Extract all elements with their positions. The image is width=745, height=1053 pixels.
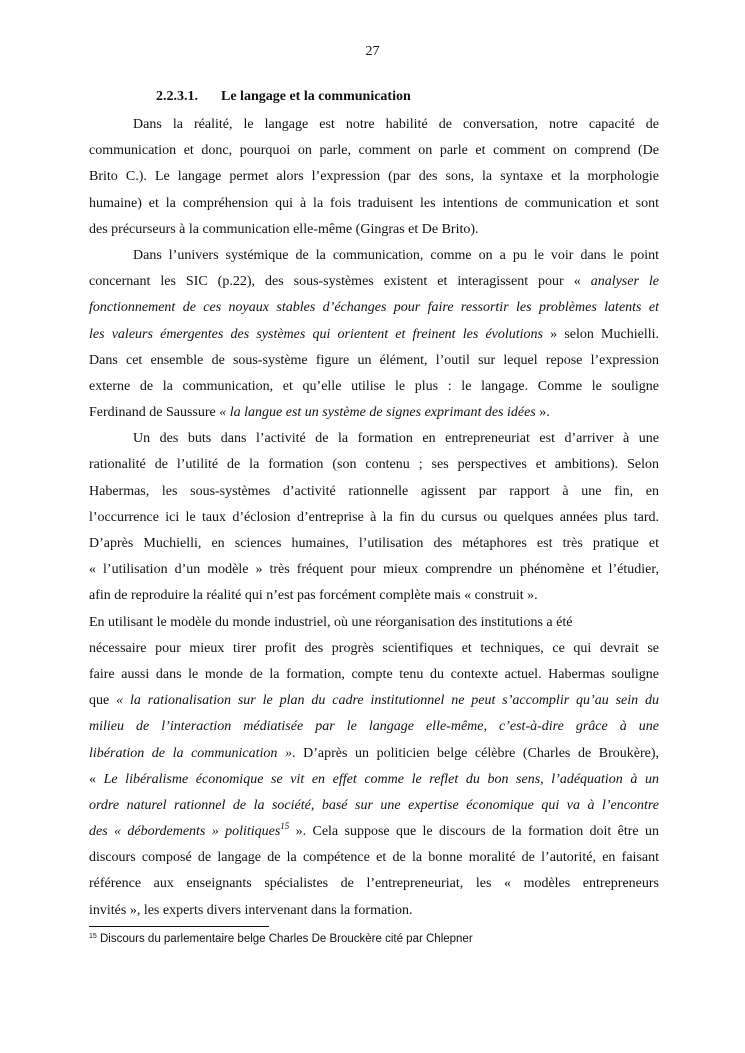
footnote-text: Discours du parlementaire belge Charles De Brouckère cité par Chlepner — [100, 933, 473, 945]
text-line: que « la rationalisation sur le plan du cadre institutionnel ne peut s’accomplir qu’au sein du — [89, 693, 659, 709]
text-line: faire aussi dans le monde de la formation, compte tenu du contexte actuel. Habermas souligne — [89, 666, 659, 682]
text-line: Brito C.). Le langage permet alors l’expression (par des sons, la syntaxe et la morphologie — [89, 169, 659, 185]
text-line: Dans l’univers systémique de la communication, comme on a pu le voir dans le point — [133, 247, 659, 263]
text-line: nécessaire pour mieux tirer profit des progrès scientifiques et techniques, ce qui devrait se — [89, 640, 659, 656]
text-line: « l’utilisation d’un modèle » très fréquent pour mieux comprendre un phénomène et l’étudier, — [89, 562, 659, 578]
text-line: Habermas, les sous-systèmes d’activité rationnelle agissent par rapport à une fin, en — [89, 483, 659, 499]
text-line: concernant les SIC (p.22), des sous-systèmes existent et interagissent pour « analyser le — [89, 274, 659, 290]
section-title: Le langage et la communication — [221, 89, 411, 104]
section-number: 2.2.3.1. — [156, 89, 198, 104]
page-number: 27 — [365, 44, 380, 59]
text-line: Ferdinand de Saussure « la langue est un système de signes exprimant des idées ». — [89, 405, 550, 421]
text-line: fonctionnement de ces noyaux stables d’échanges pour faire ressortir les problèmes latents et — [89, 300, 659, 316]
text-line: afin de reproduire la réalité qui n’est pas forcément complète mais « construit ». — [89, 588, 538, 604]
text-line: invités », les experts divers intervenant dans la formation. — [89, 902, 413, 918]
text-line: Un des buts dans l’activité de la formation en entrepreneuriat est d’arriver à une — [133, 431, 659, 447]
text-line: ordre naturel rationnel de la société, basé sur une expertise économique qui va à l’encontre — [89, 797, 659, 813]
text-line: Dans cet ensemble de sous-système figure un élément, l’outil sur lequel repose l’expression — [89, 352, 659, 368]
text-line: Dans la réalité, le langage est notre habilité de conversation, notre capacité de — [133, 117, 659, 132]
text-line: rationalité de l’utilité de la formation (son contenu ; ses perspectives et ambitions). Selon — [89, 457, 659, 473]
text-line: libération de la communication ». D’après un politicien belge célèbre (Charles de Broukère), — [89, 745, 659, 761]
text-line: discours composé de langage de la compétence et de la bonne moralité de l’autorité, en faisant — [89, 850, 659, 866]
text-line: des « débordements » politiques$^{15}$ ». Cela suppose que le discours de la formation doit être un — [89, 821, 659, 840]
text-line: communication et donc, pourquoi on parle, comment on parle et comment on comprend (De — [89, 143, 659, 159]
text-line: En utilisant le modèle du monde industriel, où une réorganisation des institutions a été — [89, 614, 573, 630]
text-line: les valeurs émergentes des systèmes qui orientent et freinent les évolutions » selon Muchielli. — [89, 326, 659, 342]
text-line: externe de la communication, et qu’elle utilise le plus : le langage. Comme le souligne — [89, 378, 659, 394]
text-line: milieu de l’interaction médiatisée par le langage elle-même, c’est-à-dire grâce à une — [89, 719, 659, 735]
footnote-number: 15 — [89, 933, 97, 940]
section-heading — [156, 89, 411, 105]
text-line: « Le libéralisme économique se vit en effet comme le reflet du bon sens, l’adéquation à un — [89, 771, 659, 787]
body-text — [89, 112, 659, 924]
footnote — [89, 933, 473, 945]
footnote-divider — [89, 926, 269, 927]
text-line: des précurseurs à la communication elle-même (Gingras et De Brito). — [89, 221, 479, 237]
text-line: l’occurrence ici le taux d’éclosion d’entreprise à la fin du cursus ou quelques années plus tard. — [89, 509, 659, 525]
text-line: humaine) et la compréhension qui à la fois traduisent les intentions de communication et sont — [89, 195, 659, 211]
text-line: référence aux enseignants spécialistes de l’entrepreneuriat, les « modèles entrepreneurs — [89, 876, 659, 892]
footnote-ref: 15 — [280, 821, 290, 832]
text-line: D’après Muchielli, en sciences humaines, l’utilisation des métaphores est très pratique et — [89, 536, 659, 551]
